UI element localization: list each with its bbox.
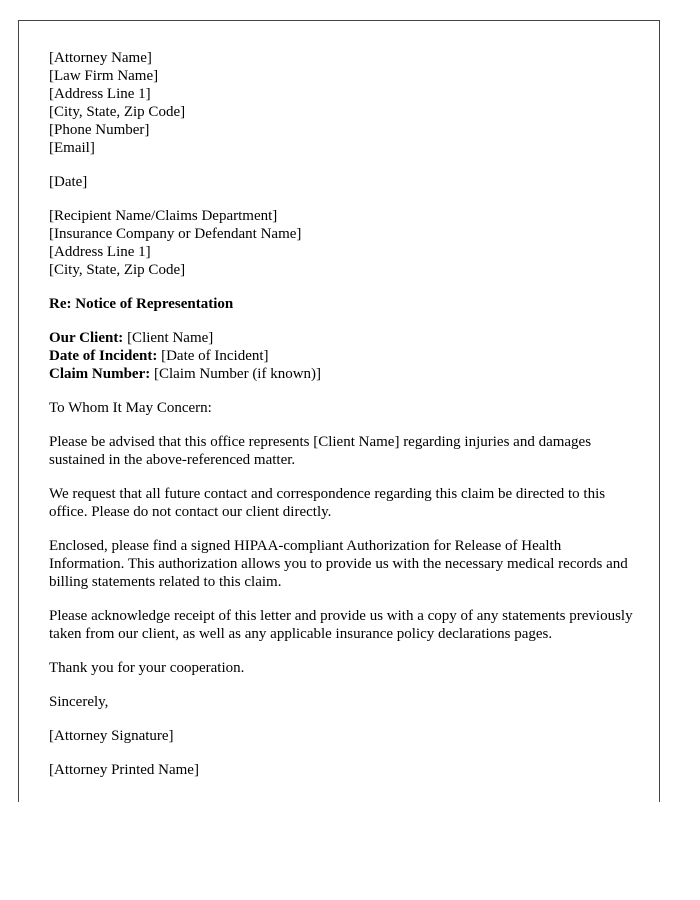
closing-signature: [Attorney Signature] [49, 728, 174, 744]
recipient-name: [Recipient Name/Claims Department] [49, 208, 278, 224]
detail-client-value: [Client Name] [123, 330, 214, 346]
subject-line: Re: Notice of Representation [49, 296, 234, 312]
closing-printed-name: [Attorney Printed Name] [49, 762, 199, 778]
paragraph-representation: Please be advised that this office represents [Client Name] regarding injuries and damages sustained in the above-referenced matter. [49, 434, 592, 468]
detail-client-label: Our Client: [49, 330, 124, 346]
detail-claim-label: Claim Number: [49, 366, 151, 382]
salutation: To Whom It May Concern: [49, 400, 212, 416]
paragraph-hipaa: Enclosed, please find a signed HIPAA-compliant Authorization for Release of Health Information. This authorization allows you to provide us with the necessary medical records and billing statements related to this claim. [49, 538, 628, 590]
recipient-address-line-1: [Address Line 1] [49, 244, 151, 260]
date-block [49, 173, 639, 191]
paragraph-contact: We request that all future contact and correspondence regarding this claim be directed to this office. Please do not contact our client directly. [49, 486, 606, 520]
detail-incident-value: [Date of Incident] [157, 348, 269, 364]
letter-date: [Date] [49, 174, 88, 190]
detail-claim-value: [Claim Number (if known)] [150, 366, 322, 382]
paragraph-acknowledge: Please acknowledge receipt of this letter and provide us with a copy of any statements previously taken from our client, as well as any applicable insurance policy declarations pages. [49, 608, 633, 642]
closing-thanks: Thank you for your cooperation. [49, 660, 245, 676]
recipient-company: [Insurance Company or Defendant Name] [49, 226, 302, 242]
sender-phone: [Phone Number] [49, 122, 150, 138]
letter-content [49, 49, 639, 795]
details-block [49, 329, 639, 383]
subject-block [49, 295, 639, 313]
sender-city-state-zip: [City, State, Zip Code] [49, 104, 186, 120]
sender-law-firm: [Law Firm Name] [49, 68, 159, 84]
letter-page [18, 20, 660, 802]
sender-attorney-name: [Attorney Name] [49, 50, 152, 66]
detail-incident-label: Date of Incident: [49, 348, 158, 364]
recipient-city-state-zip: [City, State, Zip Code] [49, 262, 186, 278]
closing-sign-off: Sincerely, [49, 694, 109, 710]
sender-address-line-1: [Address Line 1] [49, 86, 151, 102]
detail-client [49, 329, 639, 347]
sender-email: [Email] [49, 140, 95, 156]
detail-claim [49, 365, 639, 383]
sender-block [49, 49, 639, 157]
recipient-block [49, 207, 639, 279]
detail-incident [49, 347, 639, 365]
